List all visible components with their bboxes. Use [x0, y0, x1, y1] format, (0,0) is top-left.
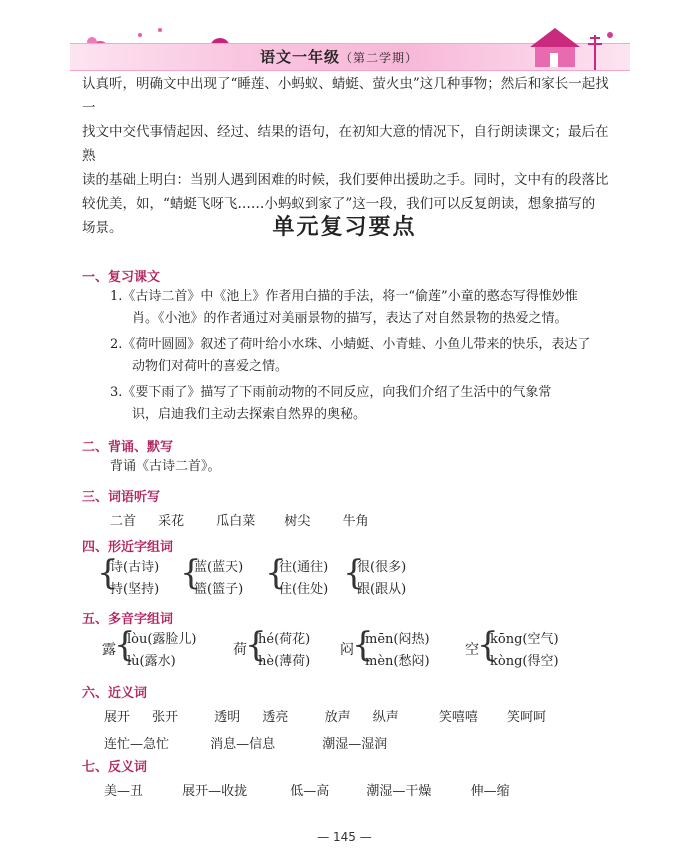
polyphone-group	[258, 629, 310, 673]
word: mēn(闷热)	[365, 632, 430, 647]
brace-icon: {	[114, 625, 136, 665]
polyphone-group	[365, 629, 430, 673]
word-pair: 展开—收拢	[182, 784, 248, 799]
similar-char-group	[194, 557, 243, 601]
similar-char-group	[357, 557, 406, 601]
section-heading: 一、复习课文	[82, 270, 161, 285]
word: 笑嘻嘻	[438, 710, 478, 725]
book-title: 语文一年级	[260, 48, 341, 66]
page-header	[70, 20, 630, 75]
polyphone-group	[490, 629, 559, 673]
intro-line: 较优美，如，“蜻蜓飞呀飞……小蚂蚁到家了”这一段，我们可以反复朗读，想象描写的	[82, 196, 596, 212]
brace-icon: {	[180, 553, 202, 593]
section-heading: 二、背诵、默写	[82, 440, 174, 455]
word-pair: 潮湿—干燥	[366, 784, 432, 799]
word-pair: 潮湿—湿润	[322, 737, 388, 752]
section-heading: 六、近义词	[82, 686, 148, 701]
word: kōng(空气)	[490, 632, 559, 647]
review-item-line: 肖。《小池》的作者通过对美丽景物的描写，表达了对自然景物的热爱之情。	[132, 311, 568, 326]
word: kòng(得空)	[490, 654, 559, 669]
brace-icon: {	[343, 553, 365, 593]
intro-line: 认真听，明确文中出现了“睡莲、小蚂蚁、蜻蜓、萤火虫”这几种事物；然后和家长一起找一	[82, 76, 609, 116]
similar-char-group	[110, 557, 159, 601]
word: 往(通往)	[279, 560, 329, 575]
intro-line: 读的基础上明白：当别人遇到困难的时候，我们要伸出援助之手。同时，文中有的段落比	[82, 172, 609, 188]
review-item-line: 1.《古诗二首》中《池上》作者用白描的手法，将一“偷莲”小童的憨态写得惟妙惟	[110, 289, 578, 304]
section-heading: 四、形近字组词	[82, 540, 174, 555]
word: 持(坚持)	[110, 582, 160, 597]
word-pair: 低—高	[290, 784, 330, 799]
intro-line: 场景。	[82, 220, 123, 236]
word: 纵声	[372, 710, 399, 725]
word-pair: 伸—缩	[470, 784, 510, 799]
brace-icon: {	[477, 625, 499, 665]
word: 二首	[110, 514, 137, 529]
section-heading: 五、多音字组词	[82, 612, 174, 627]
section-heading: 三、词语听写	[82, 490, 161, 505]
word: lòu(露脸儿)	[127, 632, 197, 647]
brace-icon: {	[265, 553, 287, 593]
word: 很(很多)	[357, 560, 407, 575]
header-title	[260, 46, 418, 67]
main-title: 单元复习要点	[272, 215, 417, 240]
dictation-words	[110, 510, 369, 529]
word-pair: 连忙—急忙	[104, 737, 170, 752]
word: 采花	[158, 514, 185, 529]
word: 住(住处)	[279, 582, 329, 597]
review-item	[110, 286, 610, 330]
word: 透亮	[262, 710, 289, 725]
word: 蓝(蓝天)	[194, 560, 244, 575]
word: 跟(跟从)	[357, 582, 407, 597]
brace-icon: {	[352, 625, 374, 665]
word: hé(荷花)	[258, 632, 311, 647]
word: 篮(篮子)	[194, 582, 244, 597]
synonym-words	[104, 706, 546, 725]
word: 瓜白菜	[216, 514, 256, 529]
book-subtitle: （第二学期）	[340, 51, 419, 65]
word: 展开	[104, 710, 131, 725]
word-pair: 美—丑	[104, 784, 144, 799]
word-pair: 消息—信息	[210, 737, 276, 752]
recite-text: 背诵《古诗二首》。	[110, 459, 221, 474]
word: 牛角	[342, 514, 369, 529]
review-item	[110, 382, 610, 426]
word: lù(露水)	[127, 654, 176, 669]
house-decoration-icon	[510, 20, 630, 75]
word: 笑呵呵	[506, 710, 546, 725]
word: hè(薄荷)	[258, 654, 311, 669]
word: 树尖	[284, 514, 311, 529]
page-number: — 145 —	[317, 830, 372, 844]
synonym-pairs	[104, 733, 387, 752]
polyphone-group	[127, 629, 197, 673]
antonym-words	[104, 780, 510, 799]
intro-line: 找文中交代事情起因、经过、结果的语句，在初知大意的情况下，自行朗读课文；最后在熟	[82, 124, 609, 164]
review-item-line: 2.《荷叶圆圆》叙述了荷叶给小水珠、小蜻蜓、小青蛙、小鱼儿带来的快乐，表达了	[110, 337, 591, 352]
brace-icon: {	[245, 625, 267, 665]
word: 诗(古诗)	[110, 560, 160, 575]
polyphone-char: 空	[465, 642, 479, 658]
review-item	[110, 334, 610, 378]
polyphone-char: 荷	[233, 642, 247, 658]
word: 透明	[214, 710, 241, 725]
word: mèn(愁闷)	[365, 654, 430, 669]
review-item-line: 3.《要下雨了》描写了下雨前动物的不同反应，向我们介绍了生活中的气象常	[110, 385, 552, 400]
review-item-line: 动物们对荷叶的喜爱之情。	[132, 359, 289, 374]
similar-char-group	[279, 557, 328, 601]
word: 张开	[152, 710, 179, 725]
polyphone-char: 露	[102, 642, 116, 658]
brace-icon: {	[97, 553, 119, 593]
polyphone-char: 闷	[340, 642, 354, 658]
section-heading: 七、反义词	[82, 760, 148, 775]
word: 放声	[324, 710, 351, 725]
review-item-line: 识，启迪我们主动去探索自然界的奥秘。	[132, 407, 367, 422]
